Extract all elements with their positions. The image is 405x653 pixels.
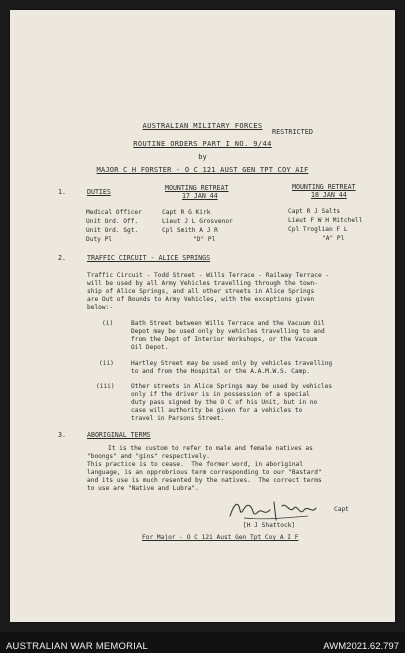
handwritten-signature	[224, 496, 334, 524]
document-page	[10, 10, 395, 622]
aboriginal-terms-line: It is the custom to refer to male and female natives as	[108, 445, 313, 452]
duty-17jan-0: Capt R G Kirk	[162, 209, 211, 216]
heading-line4: MAJOR C H FORSTER - O C 121 AUST GEN TPT COY AIF	[96, 166, 309, 174]
exception-i-line: from the Dept of Interior Workshops, or the Vacuum	[131, 336, 318, 343]
duty-17jan-2: Cpl Smith A J R	[162, 227, 218, 234]
aboriginal-terms-line: and its use is much resented by the natives. The correct terms	[87, 477, 322, 484]
exception-ii-line: to and from the Hospital or the A.A.M.W.S. Camp.	[131, 368, 310, 375]
duty-18jan-0: Capt R J Salts	[288, 208, 341, 215]
traffic-intro-line: below:-	[87, 304, 114, 311]
duty-name-1: Unit Ord. Off.	[86, 218, 139, 225]
col2-header-a: MOUNTING RETREAT	[165, 184, 229, 192]
exception-i-line: Oil Depot.	[131, 344, 169, 351]
section1-number: 1.	[58, 188, 66, 196]
heading-line2: ROUTINE ORDERS PART I NO. 9/44	[133, 140, 272, 148]
duty-name-3: Duty Pl	[86, 236, 113, 243]
traffic-intro-line: will be used by all Army Vehicles travelling through the town-	[87, 280, 318, 287]
section3-title: ABORIGINAL TERMS	[87, 431, 151, 439]
exception-iii-line: only if the driver is in possession of a special	[131, 391, 310, 398]
exception-i-line: Depot may be used only by vehicles travelling to and	[131, 328, 325, 335]
footer-accession-number: AWM2021.62.797	[323, 641, 399, 652]
section2-title: TRAFFIC CIRCUIT - ALICE SPRINGS	[87, 254, 211, 262]
traffic-intro-line: ship of Alice Springs, and all other streets in Alice Springs	[87, 288, 315, 295]
traffic-intro-line: are Out of Bounds to Army Vehicles, with the exceptions given	[87, 296, 315, 303]
signature-name: [H J Shattock]	[243, 522, 296, 529]
section1-title: DUTIES	[87, 188, 111, 196]
section3-number: 3.	[58, 431, 66, 439]
duty-name-2: Unit Ord. Sgt.	[86, 227, 139, 234]
section2-number: 2.	[58, 254, 66, 262]
exception-iii-line: travel in Parsons Street.	[131, 415, 225, 422]
exception-ii-line: Hartley Street may be used only by vehicles travelling	[131, 360, 333, 367]
exception-iii-line: duty pass signed by the O C of his Unit, but in no	[131, 399, 318, 406]
footer-institution: AUSTRALIAN WAR MEMORIAL	[6, 641, 149, 652]
col3-header-a: MOUNTING RETREAT	[292, 183, 356, 191]
heading-line1: AUSTRALIAN MILITARY FORCES	[142, 122, 263, 130]
aboriginal-terms-line: to use are "Native and Lubra".	[87, 485, 199, 492]
col2-header-b: 17 JAN 44	[182, 192, 218, 200]
aboriginal-terms-line: language, is an opprobrious term corresponding to our "Bastard"	[87, 469, 322, 476]
exception-label-i: (i)	[102, 320, 114, 327]
signature-for-line: For Major - O C 121 Aust Gen Tpt Coy A I F	[142, 534, 299, 541]
duty-18jan-3: "A" Pl	[322, 235, 345, 242]
duty-17jan-1: Lieut J L Grosvenor	[162, 218, 233, 225]
exception-i-line: Bath Street between Wills Terrace and the Vacuum Oil	[131, 320, 325, 327]
traffic-intro-line: Traffic Circuit - Todd Street - Wills Terrace - Railway Terrace -	[87, 272, 330, 279]
exception-label-iii: (iii)	[96, 383, 115, 390]
aboriginal-terms-line: "boongs" and "gins" respectively.	[87, 453, 210, 460]
exception-iii-line: case will authority be given for a vehicles to	[131, 407, 303, 414]
duty-17jan-3: "D" Pl	[193, 236, 216, 243]
aboriginal-terms-line: This practice is to cease. The former word, in aboriginal	[87, 461, 304, 468]
heading-by: by	[198, 153, 207, 161]
signature-rank: Capt	[334, 506, 349, 513]
exception-label-ii: (ii)	[99, 360, 114, 367]
duty-18jan-1: Lieut F W H Mitchell	[288, 217, 363, 224]
restricted-marking: RESTRICTED	[272, 128, 313, 136]
col3-header-b: 18 JAN 44	[311, 191, 347, 199]
exception-iii-line: Other streets in Alice Springs may be used by vehicles	[131, 383, 333, 390]
duty-18jan-2: Cpl Troglian F L	[288, 226, 348, 233]
duty-name-0: Medical Officer	[86, 209, 142, 216]
